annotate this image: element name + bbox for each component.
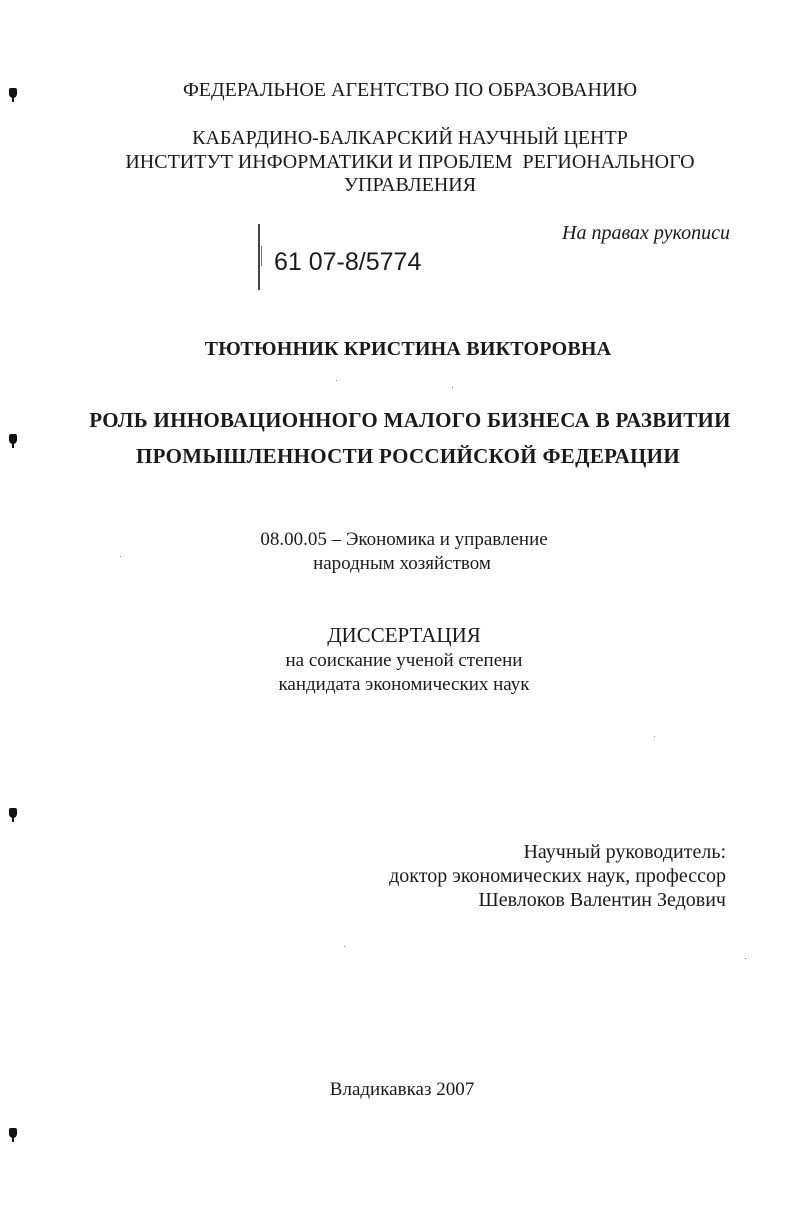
scan-speck bbox=[344, 946, 345, 947]
institution-line-3: УПРАВЛЕНИЯ bbox=[343, 174, 477, 196]
manuscript-rights-note: На правах рукописи bbox=[562, 222, 730, 244]
dissertation-label: ДИССЕРТАЦИЯ bbox=[327, 623, 481, 647]
thesis-title-line-1: РОЛЬ ИННОВАЦИОННОГО МАЛОГО БИЗНЕСА В РАЗВИТИИ bbox=[89, 408, 731, 432]
library-stamp-bar bbox=[258, 224, 260, 290]
binding-hole-mark bbox=[9, 808, 17, 818]
thesis-title-line-2: ПРОМЫШЛЕННОСТИ РОССИЙСКОЙ ФЕДЕРАЦИИ bbox=[136, 444, 680, 468]
degree-line-1: на соискание ученой степени bbox=[285, 650, 523, 671]
library-stamp-number: 61 07-8/5774 bbox=[274, 248, 422, 276]
binding-hole-mark bbox=[9, 434, 17, 444]
specialty-line-2: народным хозяйством bbox=[313, 553, 491, 574]
author-name: ТЮТЮННИК КРИСТИНА ВИКТОРОВНА bbox=[204, 338, 612, 360]
degree-line-2: кандидата экономических наук bbox=[278, 674, 530, 695]
scan-speck bbox=[336, 380, 337, 381]
scan-speck bbox=[745, 958, 746, 959]
supervisor-name: Шевлоков Валентин Зедович bbox=[478, 889, 726, 911]
institution-line-2: ИНСТИТУТ ИНФОРМАТИКИ И ПРОБЛЕМ РЕГИОНАЛЬНОГО bbox=[125, 151, 695, 173]
institution-line-1: КАБАРДИНО-БАЛКАРСКИЙ НАУЧНЫЙ ЦЕНТР bbox=[192, 127, 628, 149]
scan-speck bbox=[654, 736, 655, 737]
library-stamp-bar bbox=[261, 246, 262, 266]
binding-hole-mark bbox=[9, 1128, 17, 1138]
agency-name: ФЕДЕРАЛЬНОЕ АГЕНТСТВО ПО ОБРАЗОВАНИЮ bbox=[182, 79, 637, 101]
supervisor-degree: доктор экономических наук, профессор bbox=[389, 865, 726, 887]
place-and-year: Владикавказ 2007 bbox=[329, 1079, 475, 1100]
scan-speck bbox=[452, 387, 453, 388]
supervisor-heading: Научный руководитель: bbox=[523, 841, 726, 863]
scan-speck bbox=[120, 556, 121, 557]
specialty-line-1: 08.00.05 – Экономика и управление bbox=[260, 529, 548, 550]
